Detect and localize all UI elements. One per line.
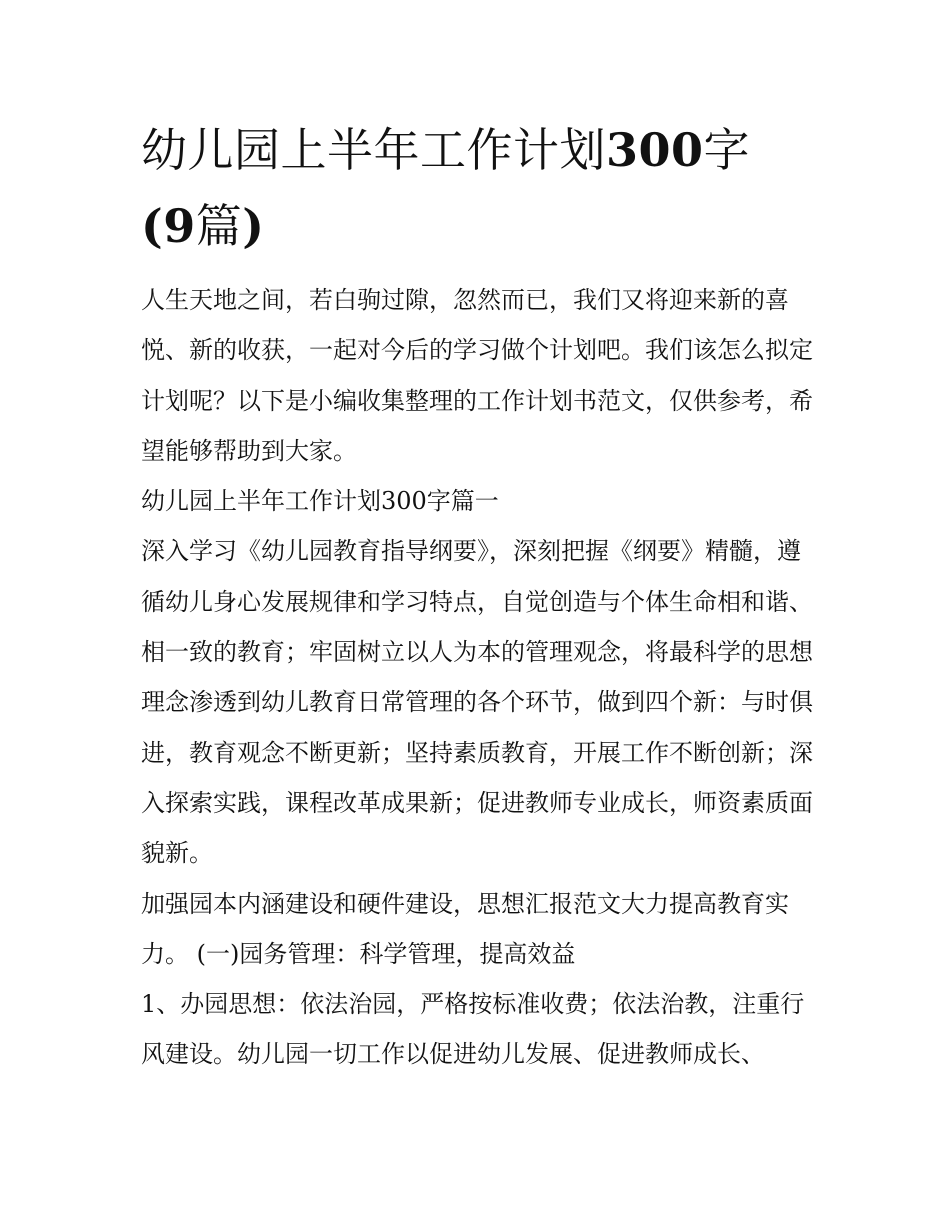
body-paragraph: 深入学习《幼儿园教育指导纲要》，深刻把握《纲要》精髓，遵循幼儿身心发展规律和学习特点，自觉创造与个体生命相和谐、相一致的教育；牢固树立以人为本的管理观念，将最科学的思想理念渗透到幼儿教育日常管理的各个环节，做到四个新：与时俱进，教育观念不断更新；坚持素质教育，开展工作不断创新；深入探索实践，课程改革成果新；促进教师专业成长，师资素质面貌新。 bbox=[141, 537, 813, 868]
body-paragraph: 1、办园思想：依法治园，严格按标准收费；依法治教，注重行风建设。幼儿园一切工作以促进幼儿发展、促进教师成长、 bbox=[141, 990, 805, 1069]
document-body bbox=[141, 112, 821, 1080]
title-line-1: 幼儿园上半年工作计划300字 bbox=[141, 123, 751, 177]
intro-paragraph: 人生天地之间，若白驹过隙，忽然而已，我们又将迎来新的喜悦、新的收获，一起对今后的学习做个计划吧。我们该怎么拟定计划呢？以下是小编收集整理的工作计划书范文，仅供参考，希望能够帮助到大家。 bbox=[141, 286, 813, 465]
section-heading: 幼儿园上半年工作计划300字篇一 bbox=[141, 487, 499, 516]
title-line-2: (9篇) bbox=[141, 199, 265, 253]
body-paragraph: 加强园本内涵建设和硬件建设，思想汇报范文大力提高教育实力。 (一)园务管理：科学管理，提高效益 bbox=[141, 889, 789, 968]
document-title bbox=[141, 112, 821, 264]
